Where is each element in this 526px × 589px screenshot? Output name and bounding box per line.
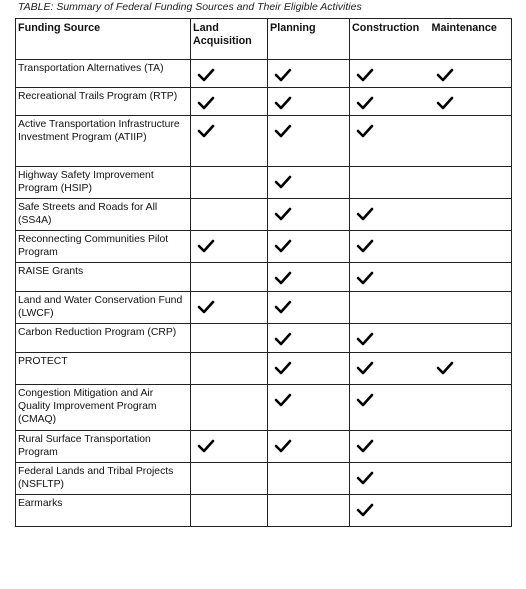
eligibility-cell [350, 231, 430, 263]
funding-table [15, 18, 512, 527]
eligibility-cell [350, 495, 430, 527]
eligibility-cell [191, 495, 268, 527]
eligibility-cell [191, 167, 268, 199]
checkmark-icon [356, 271, 374, 287]
funding-source-name: Land and Water Conservation Fund (LWCF) [16, 292, 191, 324]
eligibility-cell [268, 292, 350, 324]
checkmark-icon [356, 361, 374, 377]
header-land-acquisition: Land Acquisition [191, 19, 268, 60]
funding-source-name: Safe Streets and Roads for All (SS4A) [16, 199, 191, 231]
checkmark-icon [356, 439, 374, 455]
eligibility-cell [268, 353, 350, 385]
eligibility-cell [430, 292, 512, 324]
eligibility-cell [430, 324, 512, 353]
eligibility-cell [430, 431, 512, 463]
funding-source-name: Transportation Alternatives (TA) [16, 60, 191, 88]
header-maintenance: Maintenance [430, 19, 512, 60]
checkmark-icon [356, 332, 374, 348]
checkmark-icon [356, 471, 374, 487]
eligibility-cell [430, 116, 512, 167]
eligibility-cell [430, 353, 512, 385]
eligibility-cell [268, 263, 350, 292]
table-caption: TABLE: Summary of Federal Funding Sources and Their Eligible Activities [18, 1, 362, 13]
funding-source-name: Recreational Trails Program (RTP) [16, 88, 191, 116]
table-row [16, 385, 512, 431]
funding-source-name: Congestion Mitigation and Air Quality Improvement Program (CMAQ) [16, 385, 191, 431]
eligibility-cell [430, 88, 512, 116]
eligibility-cell [350, 292, 430, 324]
eligibility-cell [268, 167, 350, 199]
eligibility-cell [430, 385, 512, 431]
funding-source-name: Earmarks [16, 495, 191, 527]
checkmark-icon [274, 68, 292, 84]
eligibility-cell [191, 231, 268, 263]
table-row [16, 463, 512, 495]
eligibility-cell [191, 116, 268, 167]
eligibility-cell [430, 231, 512, 263]
table-row [16, 431, 512, 463]
checkmark-icon [274, 239, 292, 255]
eligibility-cell [350, 88, 430, 116]
eligibility-cell [350, 263, 430, 292]
checkmark-icon [436, 96, 454, 112]
funding-source-name: PROTECT [16, 353, 191, 385]
checkmark-icon [197, 239, 215, 255]
eligibility-cell [430, 199, 512, 231]
checkmark-icon [356, 207, 374, 223]
checkmark-icon [274, 439, 292, 455]
eligibility-cell [191, 431, 268, 463]
eligibility-cell [191, 263, 268, 292]
table-row [16, 231, 512, 263]
eligibility-cell [350, 116, 430, 167]
table-row [16, 88, 512, 116]
eligibility-cell [350, 199, 430, 231]
eligibility-cell [268, 60, 350, 88]
funding-source-name: Highway Safety Improvement Program (HSIP) [16, 167, 191, 199]
checkmark-icon [274, 96, 292, 112]
checkmark-icon [356, 393, 374, 409]
table-row [16, 263, 512, 292]
funding-source-name: RAISE Grants [16, 263, 191, 292]
eligibility-cell [350, 385, 430, 431]
checkmark-icon [197, 439, 215, 455]
checkmark-icon [274, 207, 292, 223]
header-construction: Construction [350, 19, 430, 60]
checkmark-icon [197, 96, 215, 112]
checkmark-icon [356, 503, 374, 519]
eligibility-cell [268, 463, 350, 495]
eligibility-cell [191, 60, 268, 88]
table-row [16, 116, 512, 167]
header-funding-source: Funding Source [16, 19, 191, 60]
table-row [16, 495, 512, 527]
eligibility-cell [350, 463, 430, 495]
checkmark-icon [197, 68, 215, 84]
checkmark-icon [356, 124, 374, 140]
eligibility-cell [268, 495, 350, 527]
eligibility-cell [350, 431, 430, 463]
eligibility-cell [430, 263, 512, 292]
checkmark-icon [274, 300, 292, 316]
eligibility-cell [350, 353, 430, 385]
eligibility-cell [191, 88, 268, 116]
funding-source-name: Federal Lands and Tribal Projects (NSFLTP) [16, 463, 191, 495]
table-row [16, 167, 512, 199]
checkmark-icon [274, 361, 292, 377]
checkmark-icon [274, 175, 292, 191]
funding-source-name: Rural Surface Transportation Program [16, 431, 191, 463]
eligibility-cell [268, 231, 350, 263]
eligibility-cell [268, 431, 350, 463]
eligibility-cell [430, 167, 512, 199]
checkmark-icon [274, 393, 292, 409]
header-row [16, 19, 512, 60]
eligibility-cell [430, 495, 512, 527]
table-row [16, 324, 512, 353]
funding-source-name: Carbon Reduction Program (CRP) [16, 324, 191, 353]
checkmark-icon [274, 332, 292, 348]
eligibility-cell [350, 60, 430, 88]
checkmark-icon [197, 124, 215, 140]
funding-source-name: Active Transportation Infrastructure Investment Program (ATIIP) [16, 116, 191, 167]
table-row [16, 60, 512, 88]
checkmark-icon [356, 239, 374, 255]
checkmark-icon [356, 96, 374, 112]
eligibility-cell [350, 167, 430, 199]
funding-source-name: Reconnecting Communities Pilot Program [16, 231, 191, 263]
eligibility-cell [430, 60, 512, 88]
table-row [16, 292, 512, 324]
table-row [16, 199, 512, 231]
eligibility-cell [191, 353, 268, 385]
eligibility-cell [191, 324, 268, 353]
checkmark-icon [274, 271, 292, 287]
eligibility-cell [430, 463, 512, 495]
eligibility-cell [350, 324, 430, 353]
eligibility-cell [268, 116, 350, 167]
eligibility-cell [191, 292, 268, 324]
header-planning: Planning [268, 19, 350, 60]
eligibility-cell [191, 463, 268, 495]
checkmark-icon [356, 68, 374, 84]
eligibility-cell [268, 324, 350, 353]
checkmark-icon [436, 361, 454, 377]
checkmark-icon [436, 68, 454, 84]
checkmark-icon [197, 300, 215, 316]
eligibility-cell [268, 199, 350, 231]
eligibility-cell [191, 199, 268, 231]
eligibility-cell [268, 385, 350, 431]
table-row [16, 353, 512, 385]
eligibility-cell [191, 385, 268, 431]
checkmark-icon [274, 124, 292, 140]
eligibility-cell [268, 88, 350, 116]
